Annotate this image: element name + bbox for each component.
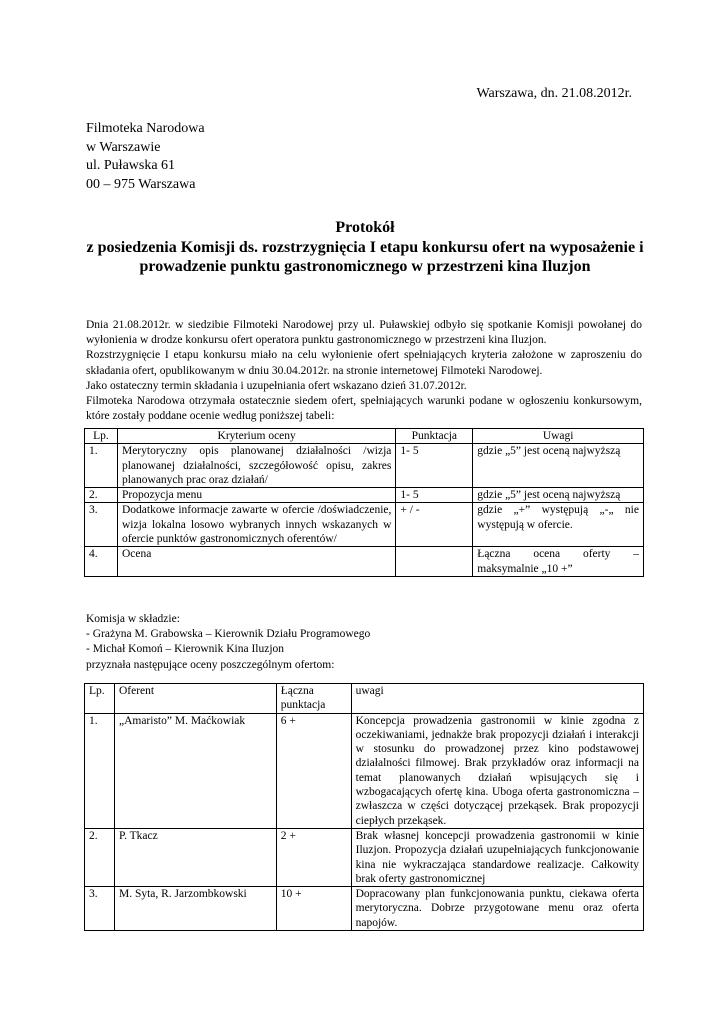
cell-uwagi: Dopracowany plan funkcjonowania punktu, ciekawa oferta merytoryczna. Dobrze przygotowane menu oraz oferta napojów. [351, 887, 643, 931]
table-row [85, 713, 644, 828]
intro-paragraph: Dnia 21.08.2012r. w siedzibie Filmoteki Narodowej przy ul. Puławskiej odbyło się spotkanie Komisji powołanej do wyłonienia w drodze konkursu ofert operatora punktu gastronomicznego w przestrzeni kina Iluzjon. [86, 319, 642, 347]
committee-member: - Grażyna M. Grabowska – Kierownik Działu Programowego [86, 628, 371, 641]
cell-uwagi: Koncepcja prowadzenia gastronomii w kinie zgodna z oczekiwaniami, jednakże brak propozycji działań i interakcji w stosunku do prowadzonej przez kino podstawowej działalności filmowej. Brak przykładów oraz informacji na temat planowanych działań wpisujących się i wzbogacających ofertę kina. Uboga oferta gastronomiczna – zwłaszcza w części dotyczącej przekąsek. Brak propozycji ciepłych przekąsek. [351, 713, 643, 828]
cell-punktacja [396, 547, 473, 577]
table-row [85, 547, 644, 577]
committee-block [86, 612, 370, 673]
title-line-1: Protokół [335, 219, 395, 236]
cell-uwagi: gdzie „5” jest oceną najwyższą [473, 444, 644, 488]
cell-punktacja: 1- 5 [396, 444, 473, 488]
intro-paragraph: Rozstrzygnięcie I etapu konkursu miało na celu wyłonienie ofert spełniających kryteria założone w zaproszeniu do składania ofert, opublikowanym w dniu 30.04.2012r. na stronie internetowej Filmoteki Narodowej. [86, 349, 642, 377]
offers-table [84, 683, 644, 931]
cell-lp: 2. [85, 828, 115, 886]
cell-uwagi: Brak własnej koncepcji prowadzenia gastronomii w kinie Iluzjon. Propozycja działań uzupełniających funkcjonowanie kina nie wykraczająca standardowe realizacje. Całkowity brak oferty gastronomicznej [351, 828, 643, 886]
cell-kryterium: Dodatkowe informacje zawarte w ofercie /doświadczenie, wizja lokalna losowo wybranych innych wskazanych w ofercie punktów gastronomicznych oferentów/ [117, 503, 395, 547]
intro-text [86, 318, 642, 424]
column-header: uwagi [351, 684, 643, 714]
table-row [85, 444, 644, 488]
table-row [85, 488, 644, 503]
committee-heading: Komisja w składzie: [86, 613, 180, 625]
criteria-table [84, 428, 644, 577]
intro-paragraph: Filmoteka Narodowa otrzymała ostatecznie siedem ofert, spełniających warunki podane w ogłoszeniu konkursowym, które zostały poddane ocenie według poniższej tabeli: [86, 395, 642, 423]
document-date: Warszawa, dn. 21.08.2012r. [476, 86, 632, 101]
address-line: 00 – 975 Warszawa [86, 176, 196, 192]
table-row [85, 887, 644, 931]
column-header: Oferent [114, 684, 276, 714]
cell-lp: 1. [85, 444, 118, 488]
intro-paragraph: Jako ostateczny termin składania i uzupełniania ofert wskazano dzień 31.07.2012r. [86, 379, 467, 392]
table-header-row [85, 684, 644, 714]
cell-lp: 1. [85, 713, 115, 828]
cell-kryterium: Propozycja menu [117, 488, 395, 503]
cell-uwagi: Łączna ocena oferty – maksymalnie „10 +” [473, 547, 644, 577]
cell-kryterium: Merytoryczny opis planowanej działalności /wizja planowanej działalności, szczegółowość opisu, zakres planowanych prac oraz działań/ [117, 444, 395, 488]
cell-oferent: „Amaristo” M. Maćkowiak [114, 713, 276, 828]
column-header: Lp. [85, 684, 115, 714]
column-header: Kryterium oceny [117, 429, 395, 444]
column-header: Lp. [85, 429, 118, 444]
table-header-row [85, 429, 644, 444]
cell-lp: 4. [85, 547, 118, 577]
sender-address [86, 120, 205, 194]
cell-punktacja: + / - [396, 503, 473, 547]
cell-uwagi: gdzie „5” jest oceną najwyższą [473, 488, 644, 503]
table-row [85, 503, 644, 547]
cell-punktacja: 2 + [276, 828, 351, 886]
cell-lp: 2. [85, 488, 118, 503]
address-line: ul. Puławska 61 [86, 158, 176, 173]
cell-punktacja: 10 + [276, 887, 351, 931]
cell-oferent: P. Tkacz [114, 828, 276, 886]
table-row [85, 828, 644, 886]
column-header: Łączna punktacja [276, 684, 351, 714]
address-line: w Warszawie [86, 139, 161, 155]
cell-uwagi: gdzie „+” występują „-„ nie występują w ofercie. [473, 503, 644, 547]
column-header: Punktacja [396, 429, 473, 444]
committee-member: - Michał Komoń – Kierownik Kina Iluzjon [86, 643, 285, 656]
cell-punktacja: 6 + [276, 713, 351, 828]
column-header: Uwagi [473, 429, 644, 444]
title-line-2: z posiedzenia Komisji ds. rozstrzygnięcia I etapu konkursu ofert na wyposażenie i prowadzenie punktu gastronomicznego w przestrzeni kina Iluzjon [86, 238, 644, 276]
cell-oferent: M. Syta, R. Jarzombkowski [114, 887, 276, 931]
committee-closing: przyznała następujące oceny poszczególnym ofertom: [86, 658, 335, 671]
address-line: Filmoteka Narodowa [86, 121, 205, 136]
cell-kryterium: Ocena [117, 547, 395, 577]
cell-lp: 3. [85, 887, 115, 931]
document-title [86, 218, 644, 277]
cell-lp: 3. [85, 503, 118, 547]
cell-punktacja: 1- 5 [396, 488, 473, 503]
